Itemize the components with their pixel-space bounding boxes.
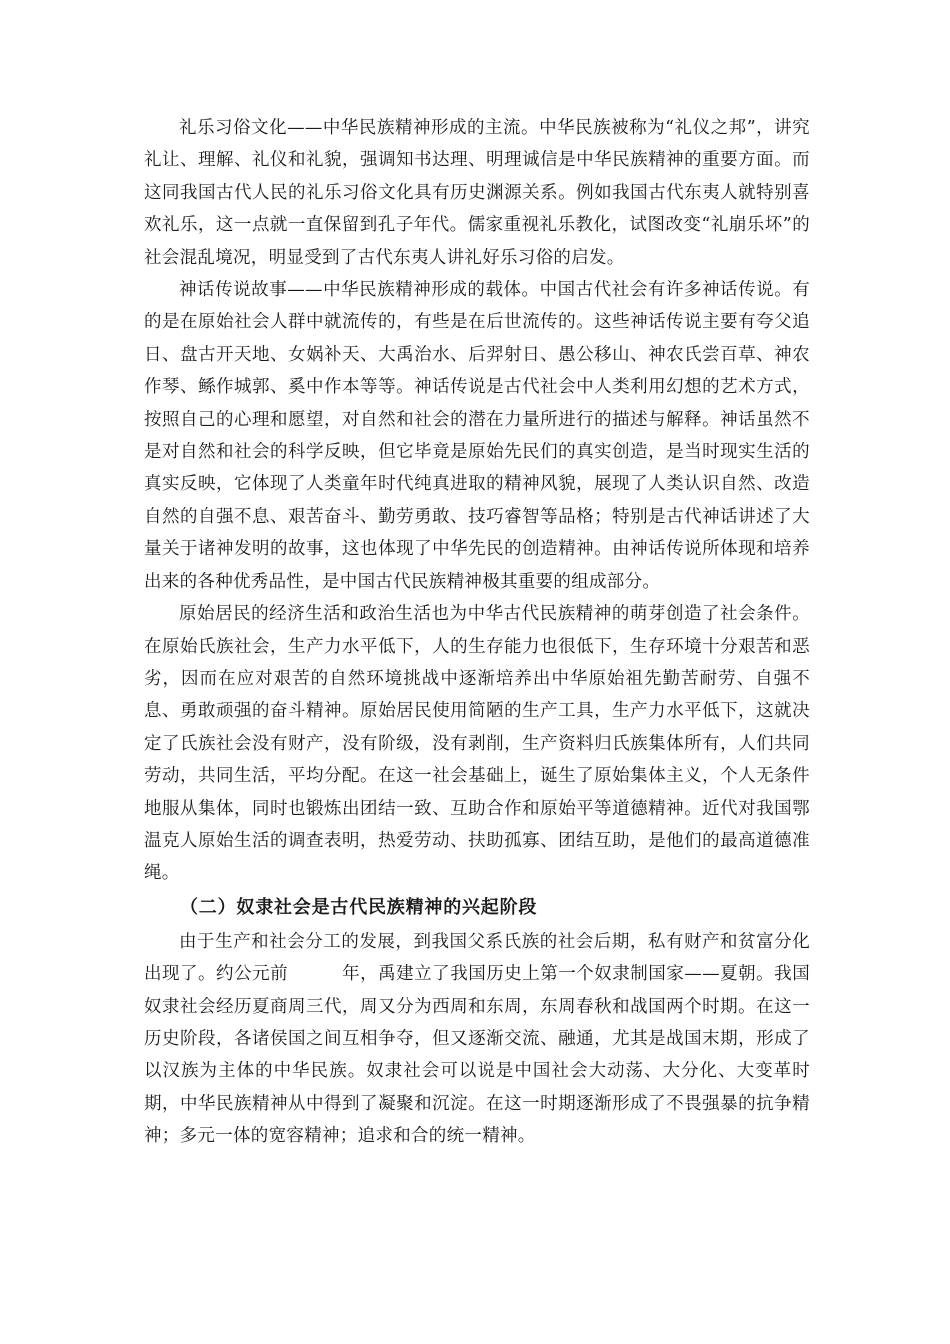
paragraph-myths-legends: 神话传说故事——中华民族精神形成的载体。中国古代社会有许多神话传说。有的是在原始社会人群中就流传的，有些是在后世流传的。这些神话传说主要有夸父追日、盘古开天地、女娲补天、大禹治水、后羿射日、愚公移山、神农氏尝百草、神农作琴、鲧作城郭、奚中作本等等。神话传说是古代社会中人类利用幻想的艺术方式，按照自己的心理和愿望，对自然和社会的潜在力量所进行的描述与解释。神话虽然不是对自然和社会的科学反映，但它毕竟是原始先民们的真实创造，是当时现实生活的真实反映，它体现了人类童年时代纯真进取的精神风貌，展现了人类认识自然、改造自然的自强不息、艰苦奋斗、勤劳勇敢、技巧睿智等品格；特别是古代神话讲述了大量关于诸神发明的故事，这也体现了中华先民的创造精神。由神话传说所体现和培养出来的各种优秀品性，是中国古代民族精神极其重要的组成部分。 (144, 280, 810, 592)
paragraph-primitive-life: 原始居民的经济生活和政治生活也为中华古代民族精神的萌芽创造了社会条件。在原始氏族社会，生产力水平低下，人的生存能力也很低下，生存环境十分艰苦和恶劣，因而在应对艰苦的自然环境挑战中逐渐培养出中华原始祖先勤苦耐劳、自强不息、勇敢顽强的奋斗精神。原始居民使用简陋的生产工具，生产力水平低下，这就决定了氏族社会没有财产，没有阶级，没有剥削，生产资料归氏族集体所有，人们共同劳动，共同生活，平均分配。在这一社会基础上，诞生了原始集体主义，个人无条件地服从集体，同时也锻炼出团结一致、互助合作和原始平等道德精神。近代对我国鄂温克人原始生活的调查表明，热爱劳动、扶助孤寡、团结互助，是他们的最高道德准绳。 (144, 604, 810, 884)
paragraph-slave-society: 由于生产和社会分工的发展，到我国父系氏族的社会后期，私有财产和贫富分化出现了。约公元前 年，禹建立了我国历史上第一个奴隶制国家——夏朝。我国奴隶社会经历夏商周三代，周又分为西周和东周，东周春秋和战国两个时期。在这一历史阶段，各诸侯国之间互相争夺，但又逐渐交流、融通，尤其是战国末期，形成了以汉族为主体的中华民族。奴隶社会可以说是中国社会大动荡、大分化、大变革时期，中华民族精神从中得到了凝聚和沉淀。在这一时期逐渐形成了不畏强暴的抗争精神；多元一体的宽容精神；追求和合的统一精神。 (144, 931, 810, 1147)
section-heading: （二）奴隶社会是古代民族精神的兴起阶段 (180, 896, 538, 918)
paragraph-rites-music: 礼乐习俗文化——中华民族精神形成的主流。中华民族被称为“礼仪之邦”，讲究礼让、理解、礼仪和礼貌，强调知书达理、明理诚信是中华民族精神的重要方面。而这同我国古代人民的礼乐习俗文化具有历史渊源关系。例如我国古代东夷人就特别喜欢礼乐，这一点就一直保留到孔子年代。儒家重视礼乐教化，试图改变“礼崩乐坏”的社会混乱境况，明显受到了古代东夷人讲礼好乐习俗的启发。 (144, 118, 810, 268)
document-page (144, 112, 810, 1153)
